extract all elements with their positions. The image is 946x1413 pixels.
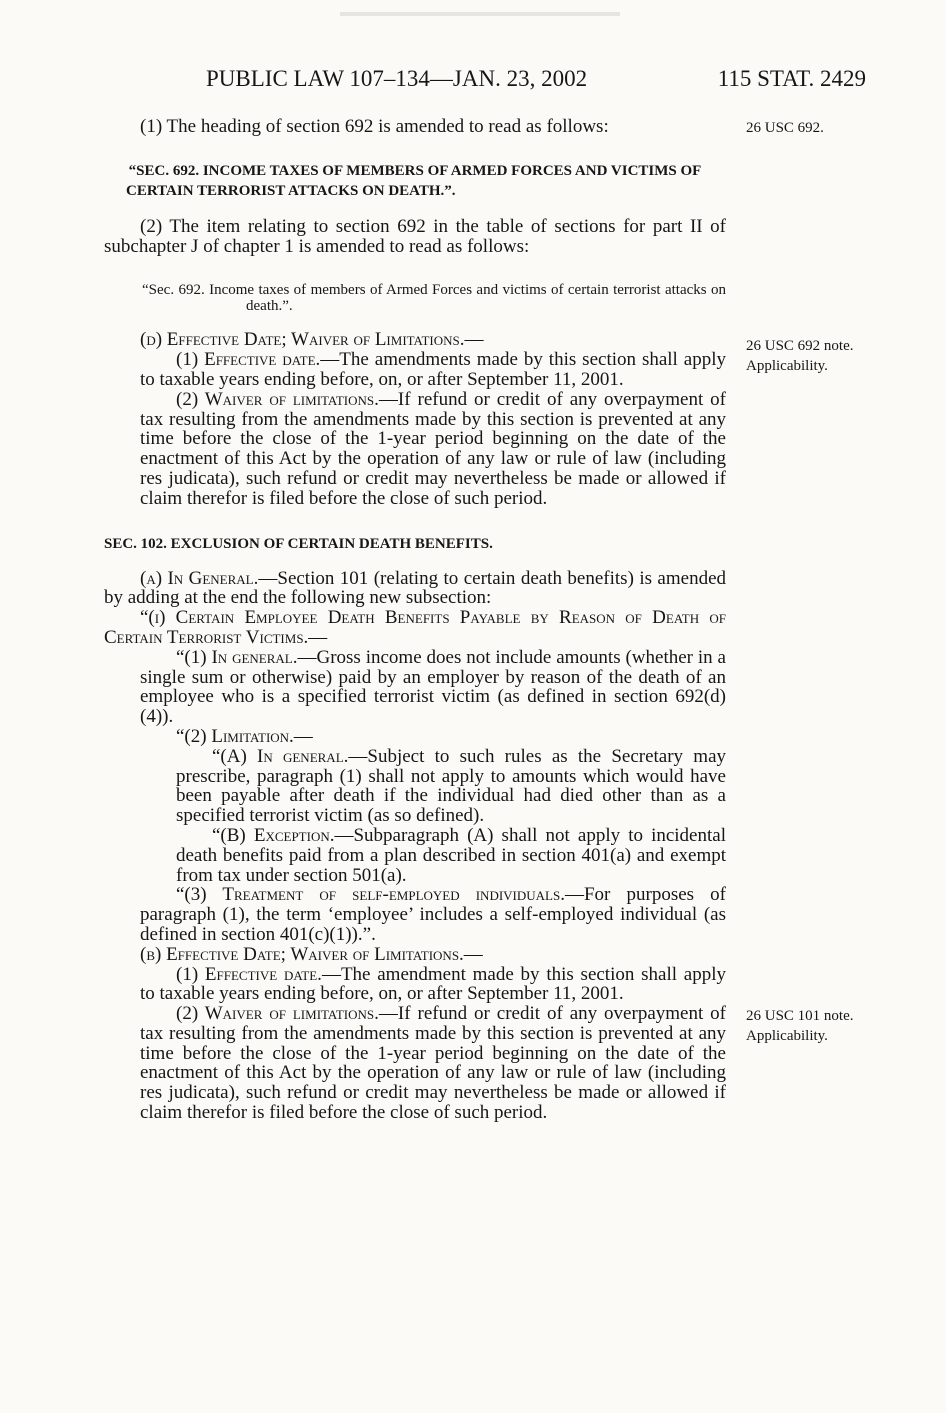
paragraph-d2-label: (2) Waiver of limitations.	[176, 388, 379, 410]
paragraph-i3-label: “(3) Treatment of self-employed individuals.	[176, 884, 565, 906]
paragraph-i1-text: —Gross income does not include amounts (whether in a single sum or otherwise) paid by an employer by reason of the death of an employee who is a specified terrorist victim (as defined in section 692(d)(4)).	[140, 646, 726, 728]
subparagraph-i2a	[104, 747, 726, 826]
header-law-date: PUBLIC LAW 107–134—JAN. 23, 2002	[206, 66, 588, 91]
margin-note-usc692: 26 USC 692.	[746, 120, 824, 136]
paragraph-b2-text: —If refund or credit of any overpayment of tax resulting from the amendments made by this section is prevented at any time before the close of the 1-year period beginning on the date of the enactment of this Act by the operation of any law or rule of law (including res judicata), such refund or credit may nevertheless be made or allowed if claim therefor is filed before the close of such period.	[140, 1003, 726, 1124]
paragraph-d1-label: (1) Effective date.	[176, 349, 321, 371]
header-stat-page: 115 STAT. 2429	[717, 66, 866, 91]
paragraph-i3	[104, 885, 726, 944]
margin-note-usc692-note: 26 USC 692 note.	[746, 338, 854, 354]
document-body	[104, 117, 726, 1123]
paragraph-d1	[104, 350, 726, 390]
paragraph-d2	[104, 390, 726, 509]
paragraph-i1-label: “(1) In general.	[176, 646, 298, 668]
section-102-heading: SEC. 102. EXCLUSION OF CERTAIN DEATH BENEFITS.	[104, 535, 493, 552]
paragraph-b1-label: (1) Effective date.	[176, 963, 322, 985]
subsection-a-label: (a) In General.	[140, 567, 259, 589]
paragraph-c1: (1) The heading of section 692 is amended to read as follows:	[140, 116, 609, 137]
paragraph-i2-label: “(2) Limitation.—	[176, 725, 313, 747]
subparagraph-i2b-text: —Subparagraph (A) shall not apply to incidental death benefits paid from a plan described in section 401(a) and exempt from tax under section 501(a).	[176, 824, 726, 886]
subparagraph-i2a-text: —Subject to such rules as the Secretary may prescribe, paragraph (1) shall not apply to amounts which would have been payable after death if the individual had died other than as a specified terrorist victim (as so defined).	[176, 745, 726, 827]
subsection-a-text: —Section 101 (relating to certain death benefits) is amended by adding at the end the following new subsection:	[104, 567, 727, 609]
paragraph-b1	[104, 965, 726, 1005]
subsection-d-label: (d) Effective Date; Waiver of Limitations.—	[140, 329, 484, 351]
scan-artifact	[340, 6, 620, 24]
subsection-b-heading	[104, 945, 726, 965]
margin-note-usc101-note: 26 USC 101 note.	[746, 1008, 854, 1024]
subsection-b-label: (b) Effective Date; Waiver of Limitations.—	[140, 943, 483, 965]
subparagraph-i2b-label: “(B) Exception.	[212, 824, 335, 846]
new-subsection-i	[104, 608, 726, 648]
toc-label: “Sec. 692.	[142, 282, 205, 299]
paragraph-i1	[104, 648, 726, 727]
paragraph-d2-text: —If refund or credit of any overpayment of tax resulting from the amendments made by this section is prevented at any time before the close of the 1-year period beginning on the date of the enactment of this Act by the operation of any law or rule of law (including res judicata), such refund or credit may nevertheless be made or allowed if claim therefor is filed before the close of such period.	[140, 388, 726, 509]
toc-text: Income taxes of members of Armed Forces and victims of certain terrorist attacks on death.”.	[209, 282, 726, 315]
paragraph-b2-label: (2) Waiver of limitations.	[176, 1003, 379, 1025]
new-subsection-i-label: “(i) Certain Employee Death Benefits Payable by Reason of Death of Certain Terrorist Victims.—	[104, 607, 726, 648]
paragraph-b2	[104, 1004, 726, 1123]
section-692-heading: “SEC. 692. INCOME TAXES OF MEMBERS OF ARMED FORCES AND VICTIMS OF CERTAIN TERRORIST ATTACKS ON DEATH.”.	[126, 162, 702, 199]
margin-note-applicability-2: Applicability.	[746, 1028, 828, 1044]
subparagraph-i2b	[104, 826, 726, 885]
paragraph-c2: (2) The item relating to section 692 in the table of sections for part II of subchapter J of chapter 1 is amended to read as follows:	[104, 215, 726, 257]
paragraph-b1-text: —The amendment made by this section shall apply to taxable years ending before, on, or after September 11, 2001.	[140, 963, 726, 1005]
margin-note-applicability-1: Applicability.	[746, 358, 828, 374]
table-of-sections-item	[104, 282, 726, 314]
subsection-d-heading	[104, 330, 726, 350]
subparagraph-i2a-label: “(A) In general.	[212, 745, 349, 767]
paragraph-d1-text: —The amendments made by this section shall apply to taxable years ending before, on, or after September 11, 2001.	[140, 349, 726, 390]
paragraph-i3-text: —For purposes of paragraph (1), the term ‘employee’ includes a self-employed individual (as defined in section 401(c)(1)).”.	[140, 884, 726, 945]
subsection-a	[104, 569, 726, 609]
paragraph-i2	[104, 727, 726, 747]
